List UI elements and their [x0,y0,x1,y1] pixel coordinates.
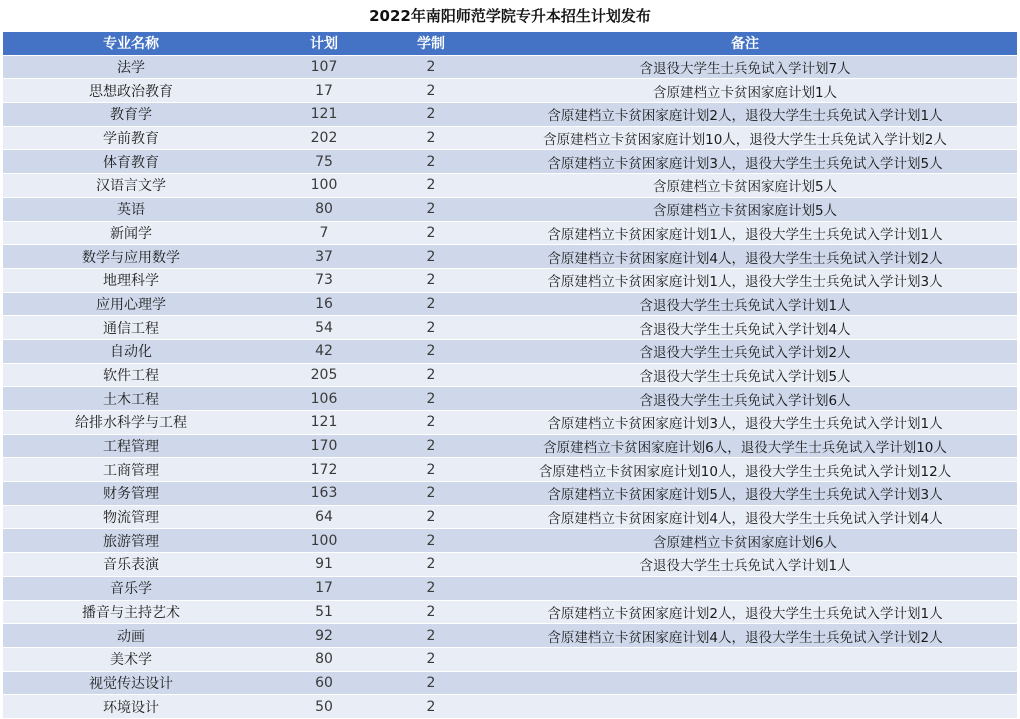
cell-plan: 163 [259,482,389,506]
cell-plan: 172 [259,458,389,482]
cell-note: 含原建档立卡贫困家庭计划5人 [473,197,1017,221]
cell-years: 2 [389,150,473,174]
cell-plan: 80 [259,197,389,221]
cell-plan: 91 [259,553,389,577]
cell-major: 视觉传达设计 [3,671,259,695]
table-row [3,55,1017,79]
cell-note: 含原建档立卡贫困家庭计划10人，退役大学生士兵免试入学计划12人 [473,458,1017,482]
cell-years: 2 [389,458,473,482]
table-row [3,482,1017,506]
cell-note: 含原建档立卡贫困家庭计划5人 [473,174,1017,198]
enrollment-plan-table [3,32,1017,719]
table-row [3,695,1017,719]
cell-years: 2 [389,671,473,695]
table-row [3,529,1017,553]
table-row [3,197,1017,221]
cell-plan: 73 [259,268,389,292]
cell-plan: 17 [259,79,389,103]
cell-years: 2 [389,695,473,719]
cell-plan: 16 [259,292,389,316]
cell-plan: 170 [259,434,389,458]
cell-note: 含原建档立卡贫困家庭计划6人，退役大学生士兵免试入学计划10人 [473,434,1017,458]
cell-major: 软件工程 [3,363,259,387]
cell-years: 2 [389,316,473,340]
cell-years: 2 [389,103,473,127]
cell-years: 2 [389,434,473,458]
cell-years: 2 [389,197,473,221]
cell-plan: 64 [259,505,389,529]
cell-plan: 121 [259,411,389,435]
table-row [3,671,1017,695]
cell-note: 含原建档立卡贫困家庭计划5人，退役大学生士兵免试入学计划3人 [473,482,1017,506]
cell-plan: 100 [259,529,389,553]
table-row [3,387,1017,411]
cell-plan: 75 [259,150,389,174]
cell-years: 2 [389,79,473,103]
table-row [3,126,1017,150]
table-row [3,600,1017,624]
cell-years: 2 [389,126,473,150]
table-row [3,624,1017,648]
cell-major: 工程管理 [3,434,259,458]
cell-note: 含原建档立卡贫困家庭计划4人，退役大学生士兵免试入学计划4人 [473,505,1017,529]
cell-major: 土木工程 [3,387,259,411]
cell-years: 2 [389,245,473,269]
cell-major: 新闻学 [3,221,259,245]
table-row [3,79,1017,103]
table-row [3,103,1017,127]
cell-years: 2 [389,55,473,79]
cell-major: 工商管理 [3,458,259,482]
table-row [3,458,1017,482]
table-row [3,411,1017,435]
table-row [3,150,1017,174]
table-body [3,55,1017,718]
header-years: 学制 [389,32,473,55]
cell-years: 2 [389,529,473,553]
cell-note [473,695,1017,719]
cell-major: 通信工程 [3,316,259,340]
cell-note: 含原建档立卡贫困家庭计划6人 [473,529,1017,553]
cell-plan: 121 [259,103,389,127]
cell-note: 含退役大学生士兵免试入学计划1人 [473,553,1017,577]
table-row [3,174,1017,198]
cell-years: 2 [389,600,473,624]
cell-years: 2 [389,339,473,363]
cell-note: 含原建档立卡贫困家庭计划1人，退役大学生士兵免试入学计划1人 [473,221,1017,245]
cell-note: 含原建档立卡贫困家庭计划4人，退役大学生士兵免试入学计划2人 [473,245,1017,269]
cell-major: 应用心理学 [3,292,259,316]
cell-note: 含原建档立卡贫困家庭计划3人，退役大学生士兵免试入学计划5人 [473,150,1017,174]
cell-note: 含退役大学生士兵免试入学计划5人 [473,363,1017,387]
cell-major: 旅游管理 [3,529,259,553]
cell-plan: 42 [259,339,389,363]
cell-note: 含原建档立卡贫困家庭计划2人，退役大学生士兵免试入学计划1人 [473,103,1017,127]
cell-years: 2 [389,647,473,671]
cell-years: 2 [389,387,473,411]
cell-plan: 17 [259,576,389,600]
cell-note [473,576,1017,600]
cell-years: 2 [389,624,473,648]
table-header-row [3,32,1017,55]
cell-major: 给排水科学与工程 [3,411,259,435]
cell-plan: 205 [259,363,389,387]
cell-note: 含原建档立卡贫困家庭计划10人，退役大学生士兵免试入学计划2人 [473,126,1017,150]
cell-years: 2 [389,482,473,506]
cell-note: 含退役大学生士兵免试入学计划7人 [473,55,1017,79]
cell-note: 含原建档立卡贫困家庭计划4人，退役大学生士兵免试入学计划2人 [473,624,1017,648]
table-row [3,316,1017,340]
cell-note [473,647,1017,671]
cell-note: 含原建档立卡贫困家庭计划3人，退役大学生士兵免试入学计划1人 [473,411,1017,435]
cell-major: 音乐学 [3,576,259,600]
header-plan: 计划 [259,32,389,55]
table-row [3,434,1017,458]
cell-major: 地理科学 [3,268,259,292]
table-row [3,553,1017,577]
cell-note [473,671,1017,695]
cell-years: 2 [389,505,473,529]
cell-note: 含退役大学生士兵免试入学计划4人 [473,316,1017,340]
cell-note: 含原建档立卡贫困家庭计划1人 [473,79,1017,103]
cell-years: 2 [389,411,473,435]
cell-plan: 106 [259,387,389,411]
cell-years: 2 [389,576,473,600]
cell-plan: 60 [259,671,389,695]
table-row [3,245,1017,269]
cell-years: 2 [389,292,473,316]
table-row [3,339,1017,363]
cell-major: 学前教育 [3,126,259,150]
cell-note: 含退役大学生士兵免试入学计划2人 [473,339,1017,363]
cell-plan: 7 [259,221,389,245]
table-row [3,363,1017,387]
cell-major: 思想政治教育 [3,79,259,103]
cell-major: 财务管理 [3,482,259,506]
cell-note: 含退役大学生士兵免试入学计划6人 [473,387,1017,411]
header-note: 备注 [473,32,1017,55]
cell-years: 2 [389,174,473,198]
cell-plan: 202 [259,126,389,150]
cell-note: 含原建档立卡贫困家庭计划1人，退役大学生士兵免试入学计划3人 [473,268,1017,292]
table-row [3,576,1017,600]
cell-major: 数学与应用数学 [3,245,259,269]
cell-years: 2 [389,221,473,245]
table-row [3,292,1017,316]
cell-major: 动画 [3,624,259,648]
cell-plan: 50 [259,695,389,719]
cell-plan: 54 [259,316,389,340]
cell-years: 2 [389,268,473,292]
table-row [3,647,1017,671]
cell-major: 美术学 [3,647,259,671]
page-title: 2022年南阳师范学院专升本招生计划发布 [369,7,651,25]
cell-plan: 92 [259,624,389,648]
cell-major: 播音与主持艺术 [3,600,259,624]
cell-years: 2 [389,363,473,387]
cell-note: 含退役大学生士兵免试入学计划1人 [473,292,1017,316]
cell-years: 2 [389,553,473,577]
cell-plan: 100 [259,174,389,198]
cell-major: 教育学 [3,103,259,127]
cell-major: 英语 [3,197,259,221]
cell-plan: 80 [259,647,389,671]
cell-major: 汉语言文学 [3,174,259,198]
cell-major: 物流管理 [3,505,259,529]
table-row [3,505,1017,529]
cell-major: 音乐表演 [3,553,259,577]
cell-major: 自动化 [3,339,259,363]
cell-major: 环境设计 [3,695,259,719]
cell-note: 含原建档立卡贫困家庭计划2人，退役大学生士兵免试入学计划1人 [473,600,1017,624]
cell-plan: 107 [259,55,389,79]
cell-plan: 51 [259,600,389,624]
header-major: 专业名称 [3,32,259,55]
cell-major: 体育教育 [3,150,259,174]
cell-plan: 37 [259,245,389,269]
table-row [3,221,1017,245]
table-row [3,268,1017,292]
cell-major: 法学 [3,55,259,79]
